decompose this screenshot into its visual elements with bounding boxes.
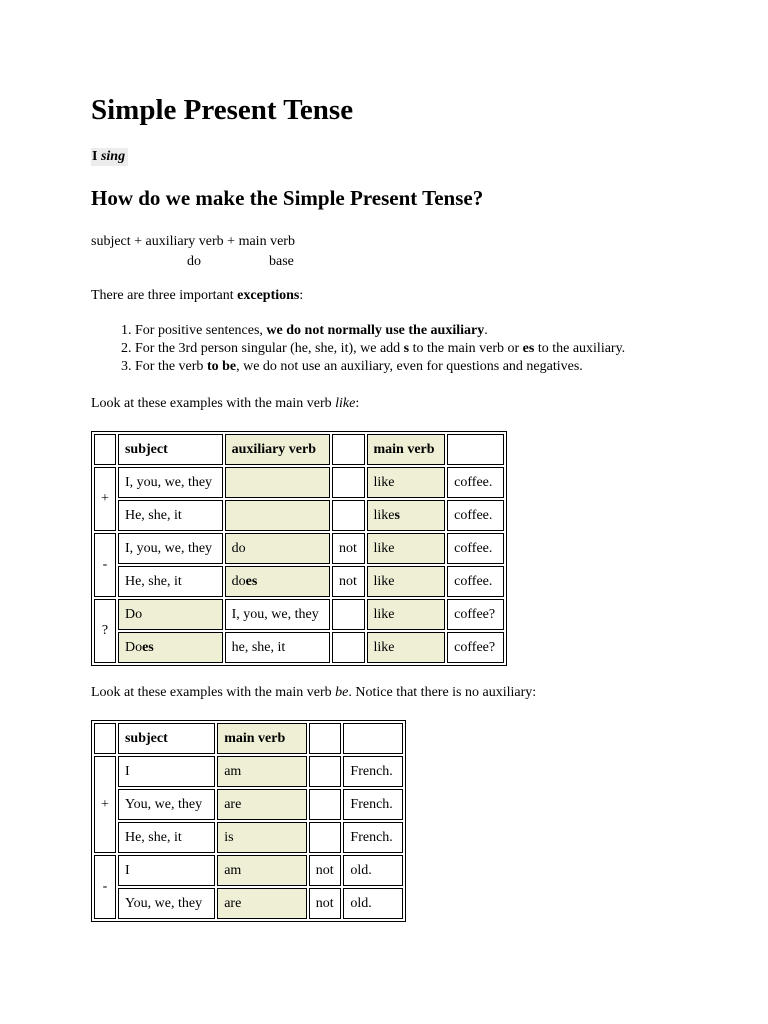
- table-cell: [118, 599, 223, 630]
- be-examples-table: [91, 720, 406, 922]
- formula: [91, 232, 295, 272]
- table-cell: [225, 533, 330, 564]
- text-cell: :: [299, 288, 304, 303]
- text-cell: do: [231, 573, 246, 589]
- text-cell: coffee.: [447, 467, 504, 498]
- list-item: [135, 340, 735, 358]
- text-cell: old.: [343, 855, 403, 886]
- text-cell: like: [335, 396, 356, 411]
- header-cell: [332, 434, 365, 465]
- text-cell: For the verb: [135, 359, 207, 374]
- page-title: Simple Present Tense: [91, 94, 354, 126]
- header-cell: [447, 434, 504, 465]
- be-intro: [91, 685, 536, 701]
- text-cell: coffee?: [447, 632, 504, 663]
- list-item: [135, 322, 735, 340]
- section-heading: How do we make the Simple Present Tense?: [91, 186, 484, 210]
- sign-cell: +: [94, 756, 116, 853]
- text-cell: exceptions: [237, 288, 300, 303]
- text-cell: I: [118, 855, 215, 886]
- text-cell: he, she, it: [225, 632, 330, 663]
- text-cell: s: [394, 507, 400, 523]
- text-cell: are: [217, 789, 307, 820]
- text-cell: [332, 500, 365, 531]
- sign-cell: +: [94, 467, 116, 531]
- formula-main-label: base: [269, 254, 294, 269]
- header-cell: [343, 723, 403, 754]
- text-cell: I, you, we, they: [118, 467, 223, 498]
- sign-cell: -: [94, 855, 116, 919]
- table-cell: [118, 632, 223, 663]
- table-row: [94, 533, 504, 564]
- text-cell: coffee.: [447, 533, 504, 564]
- formula-aux-label: do: [187, 254, 201, 269]
- header-cell: subject: [118, 434, 223, 465]
- text-cell: not: [309, 855, 342, 886]
- table-header-row: [94, 434, 504, 465]
- text-cell: You, we, they: [118, 888, 215, 919]
- text-cell: French.: [343, 756, 403, 787]
- text-cell: es: [522, 341, 535, 356]
- text-cell: [332, 599, 365, 630]
- table-row: [94, 566, 504, 597]
- table-row: [94, 789, 403, 820]
- text-cell: [309, 756, 342, 787]
- text-cell: not: [332, 533, 365, 564]
- text-cell: Look at these examples with the main verb: [91, 685, 336, 700]
- text-cell: like: [367, 599, 446, 630]
- table-cell: [367, 467, 446, 498]
- text-cell: [225, 500, 330, 531]
- text-cell: not: [332, 566, 365, 597]
- text-cell: like: [367, 533, 446, 564]
- header-cell: [309, 723, 342, 754]
- text-cell: I, you, we, they: [225, 599, 330, 630]
- text-cell: [332, 632, 365, 663]
- table-header-row: [94, 723, 403, 754]
- text-cell: is: [217, 822, 307, 853]
- text-cell: He, she, it: [118, 500, 223, 531]
- table-row: [94, 756, 403, 787]
- table-row: [94, 632, 504, 663]
- text-cell: not: [309, 888, 342, 919]
- header-cell: main verb: [217, 723, 307, 754]
- text-cell: do: [231, 540, 246, 556]
- text-cell: [332, 467, 365, 498]
- text-cell: coffee.: [447, 500, 504, 531]
- text-cell: [309, 822, 342, 853]
- exceptions-list: [91, 322, 735, 376]
- text-cell: He, she, it: [118, 822, 215, 853]
- table-row: [94, 855, 403, 886]
- text-cell: . Notice that there is no auxiliary:: [348, 685, 537, 700]
- text-cell: [309, 789, 342, 820]
- formula-line: subject + auxiliary verb + main verb: [91, 234, 295, 249]
- text-cell: to be: [206, 359, 237, 374]
- text-cell: , we do not use an auxiliary, even for questions and negatives.: [236, 359, 583, 374]
- text-cell: Do: [124, 639, 143, 655]
- text-cell: He, she, it: [118, 566, 223, 597]
- text-cell: :: [355, 396, 360, 411]
- text-cell: Look at these examples with the main verb: [91, 396, 336, 411]
- text-cell: There are three important: [91, 288, 238, 303]
- text-cell: .: [484, 323, 488, 338]
- like-examples-table: [91, 431, 507, 666]
- text-cell: am: [217, 855, 307, 886]
- like-intro: [91, 396, 359, 412]
- text-cell: am: [217, 756, 307, 787]
- text-cell: be: [335, 685, 349, 700]
- table-row: [94, 822, 403, 853]
- table-row: [94, 599, 504, 630]
- table-cell: [367, 500, 446, 531]
- text-cell: to the auxiliary.: [534, 341, 626, 356]
- text-cell: I: [118, 756, 215, 787]
- text-cell: to the main verb or: [409, 341, 523, 356]
- header-cell: main verb: [367, 434, 446, 465]
- table-cell: [225, 566, 330, 597]
- text-cell: Do: [124, 606, 143, 622]
- text-cell: es: [245, 573, 258, 589]
- text-cell: For positive sentences,: [135, 323, 267, 338]
- text-cell: like: [367, 632, 446, 663]
- header-cell: [94, 434, 116, 465]
- example-subject: I: [92, 149, 98, 164]
- text-cell: like: [367, 566, 446, 597]
- header-cell: subject: [118, 723, 215, 754]
- table-row: [94, 500, 504, 531]
- table-row: [94, 888, 403, 919]
- text-cell: like: [373, 507, 395, 523]
- header-cell: auxiliary verb: [225, 434, 330, 465]
- example-verb: sing: [100, 149, 126, 164]
- text-cell: s: [403, 341, 410, 356]
- list-item: [135, 358, 735, 376]
- text-cell: we do not normally use the auxiliary: [266, 323, 485, 338]
- text-cell: coffee.: [447, 566, 504, 597]
- exceptions-intro: [91, 288, 303, 304]
- text-cell: like: [373, 474, 395, 490]
- sign-cell: -: [94, 533, 116, 597]
- text-cell: For the 3rd person singular (he, she, it), we add: [135, 341, 404, 356]
- text-cell: French.: [343, 822, 403, 853]
- text-cell: old.: [343, 888, 403, 919]
- example-sentence: [91, 148, 128, 166]
- text-cell: You, we, they: [118, 789, 215, 820]
- table-row: [94, 467, 504, 498]
- text-cell: es: [142, 639, 154, 655]
- text-cell: I, you, we, they: [118, 533, 223, 564]
- sign-cell: ?: [94, 599, 116, 663]
- text-cell: [225, 467, 330, 498]
- text-cell: coffee?: [447, 599, 504, 630]
- text-cell: French.: [343, 789, 403, 820]
- text-cell: are: [217, 888, 307, 919]
- header-cell: [94, 723, 116, 754]
